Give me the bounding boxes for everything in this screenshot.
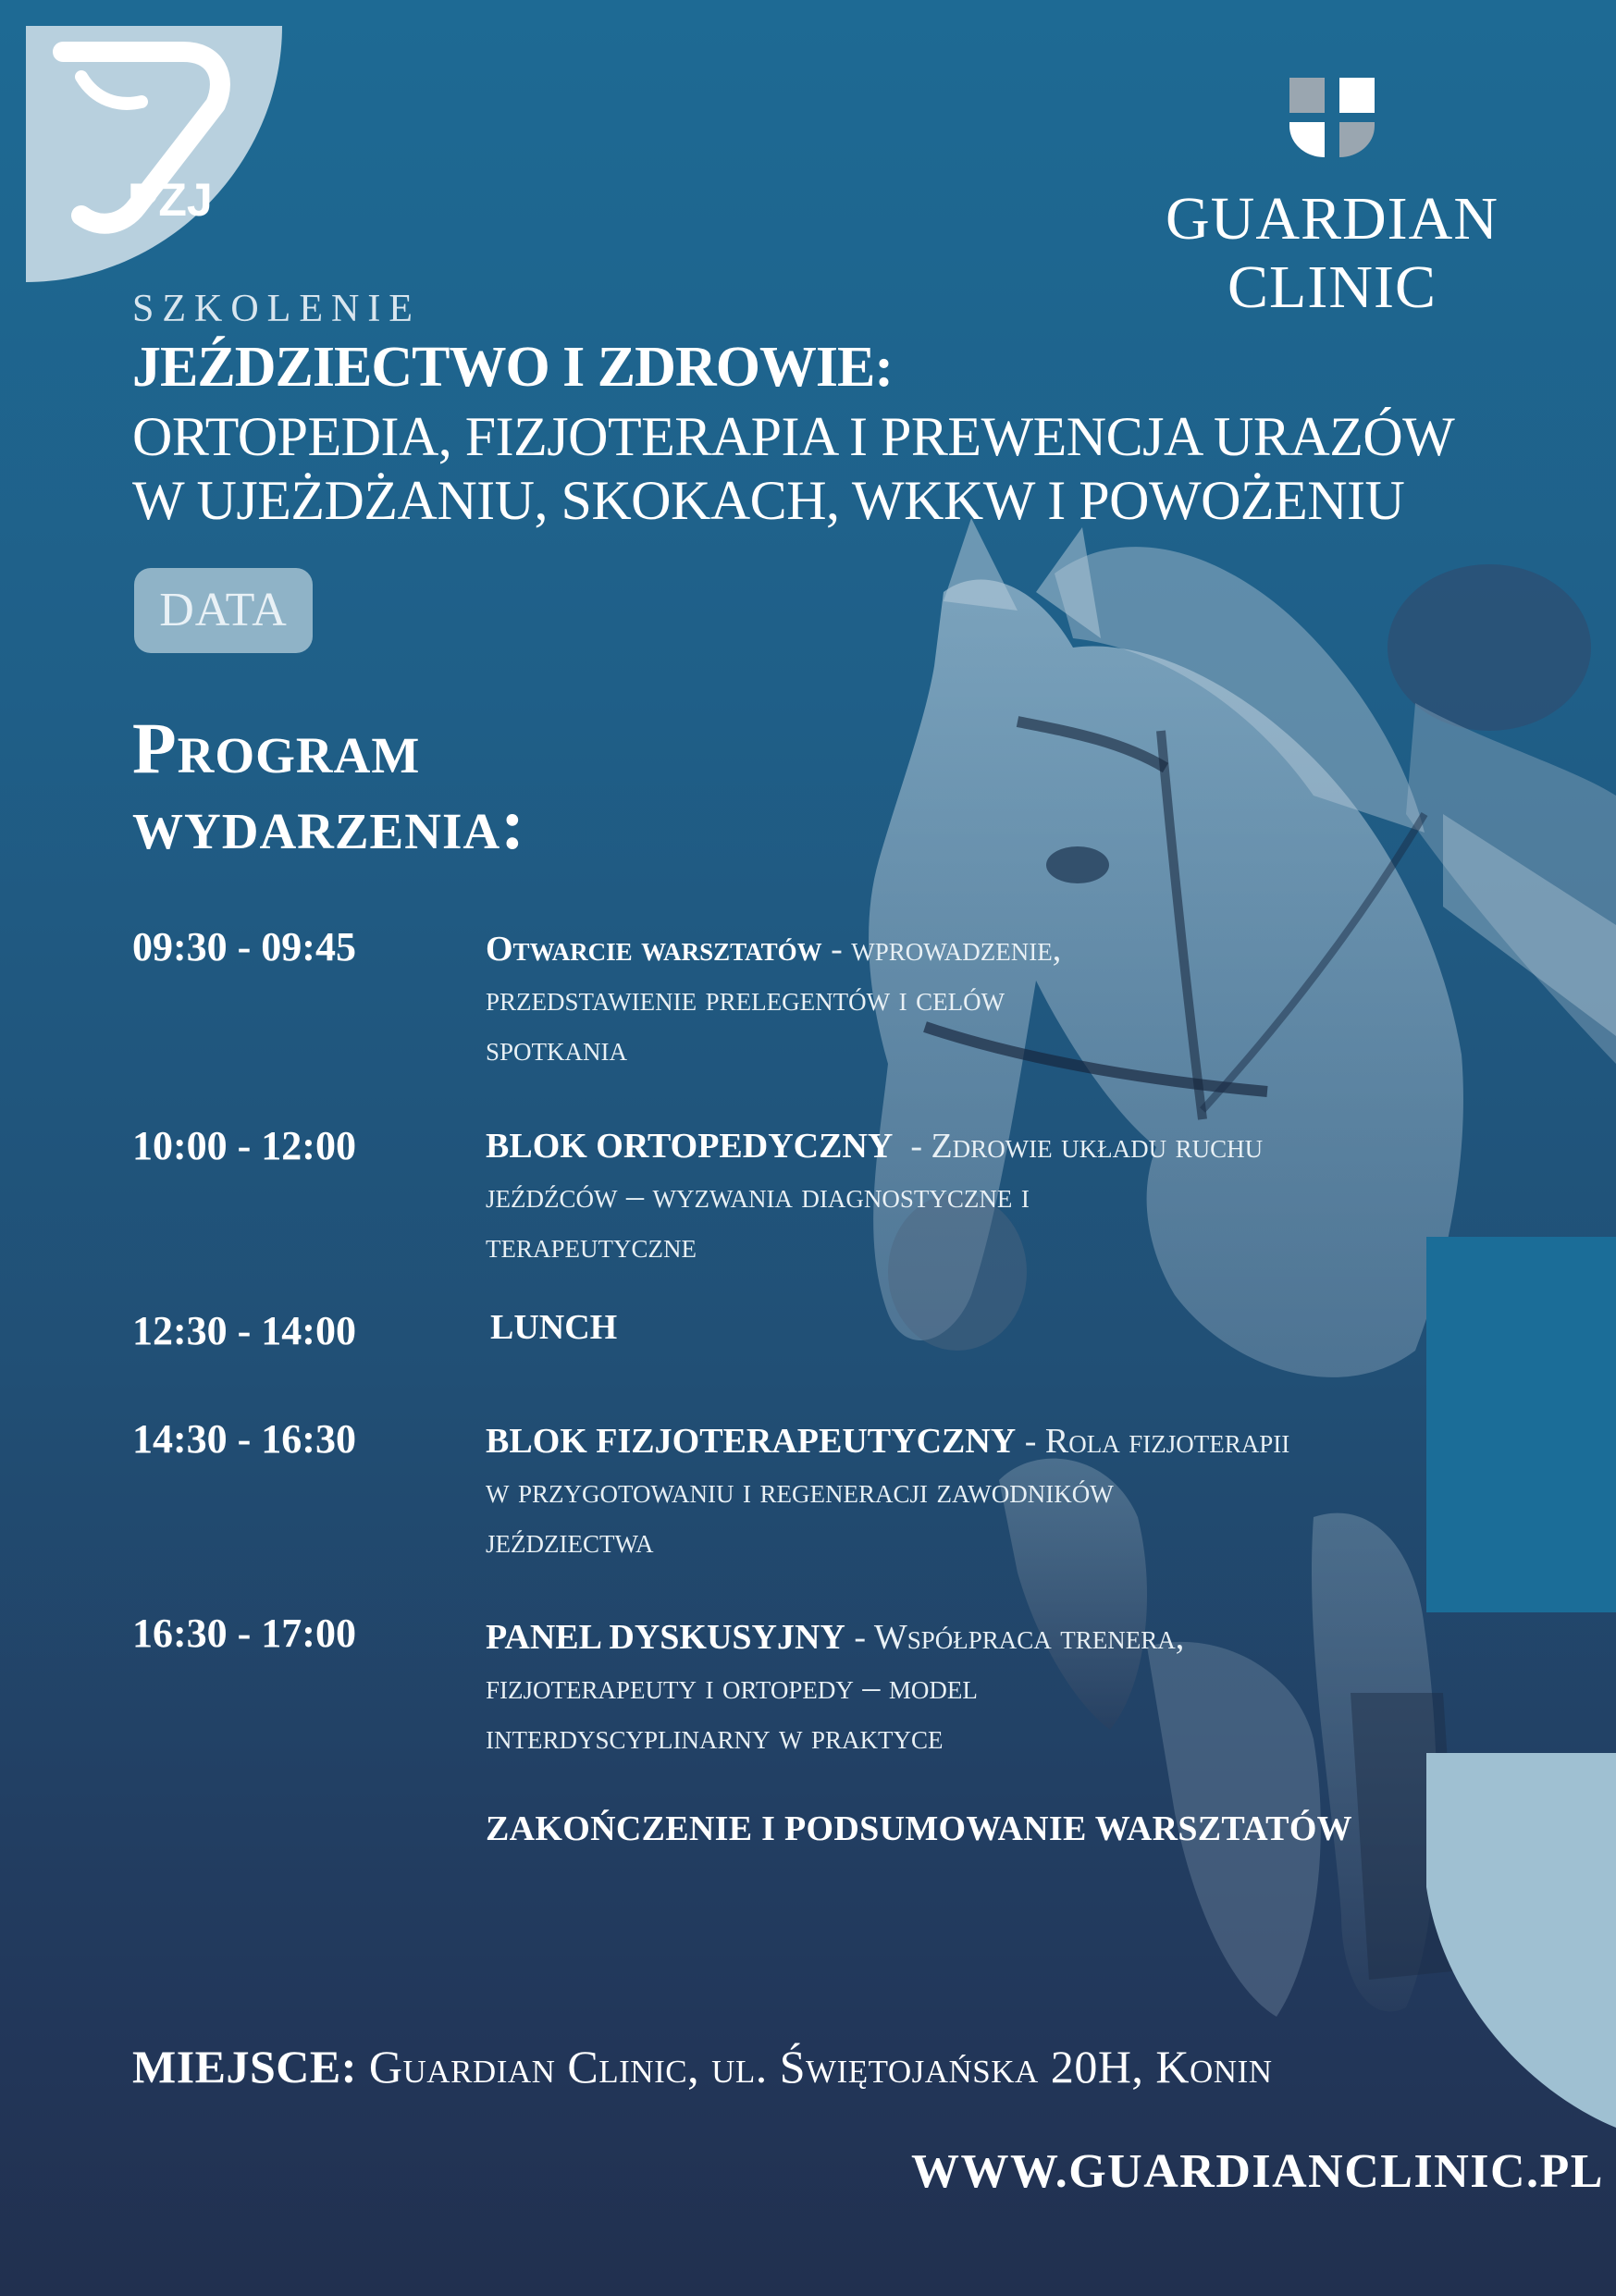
schedule-time: 14:30 - 16:30 [132,1416,356,1462]
schedule-description [490,1302,1425,1352]
event-kicker: SZKOLENIE [132,288,421,330]
guardian-clinic-wordmark [1147,185,1517,322]
event-subtitle-line1: ORTOPEDIA, FIZJOTERAPIA I PREWENCJA URAZÓW [132,406,1455,467]
schedule-time: 12:30 - 14:00 [132,1308,356,1353]
program-heading-line2: wydarzenia: [132,784,526,864]
schedule-description: Otwarcie warsztatów - wprowadzenie, przedstawienie prelegentów i celów spotkania [486,930,1062,1068]
schedule-time: 10:00 - 12:00 [132,1123,356,1168]
venue-line [132,2040,1273,2093]
schedule-description: BLOK ORTOPEDYCZNY - Zdrowie układu ruchu jeźdźców – wyzwania diagnostyczne i terapeutyczne [486,1127,1264,1265]
schedule-item-title: BLOK FIZJOTERAPEUTYCZNY [486,1422,1017,1461]
program-heading [132,710,525,862]
venue-label: MIEJSCE: [132,2041,357,2092]
clinic-name-line1: GUARDIAN [1166,185,1499,253]
schedule-description: BLOK FIZJOTERAPEUTYCZNY - Rola fizjoterapii w przygotowaniu i regeneracji zawodników jeździectwa [486,1422,1290,1561]
schedule-item-title: PANEL DYSKUSYJNY [486,1618,845,1657]
schedule-item-title: LUNCH [490,1308,618,1347]
website-link[interactable]: WWW.GUARDIANCLINIC.PL [911,2145,1604,2198]
accent-block [1426,1237,1616,1612]
schedule-item-title: Otwarcie warsztatów [486,930,822,969]
schedule-description: PANEL DYSKUSYJNY - Współpraca trenera, fizjoterapeuty i ortopedy – model interdyscyplinarny w praktyce [486,1618,1185,1757]
shield-icon [1289,78,1375,157]
date-badge: DATA [134,568,313,653]
schedule-time: 16:30 - 17:00 [132,1611,356,1656]
program-heading-line1: Program [132,708,421,788]
pzj-logo [26,26,282,282]
schedule-time: 09:30 - 09:45 [132,924,356,969]
clinic-name-line2: CLINIC [1227,253,1437,321]
closing-note: ZAKOŃCZENIE I PODSUMOWANIE WARSZTATÓW [486,1809,1352,1848]
event-title: JEŹDZIECTWO I ZDROWIE: [132,336,894,399]
event-subtitle-line2: W UJEŻDŻANIU, SKOKACH, WKKW I POWOŻENIU [132,470,1405,531]
schedule-item-title: BLOK ORTOPEDYCZNY [486,1127,894,1166]
pzj-logo-text: PZJ [128,174,213,226]
venue-address: Guardian Clinic, ul. Świętojańska 20H, Konin [356,2041,1273,2092]
accent-arc [1426,1753,1616,2128]
